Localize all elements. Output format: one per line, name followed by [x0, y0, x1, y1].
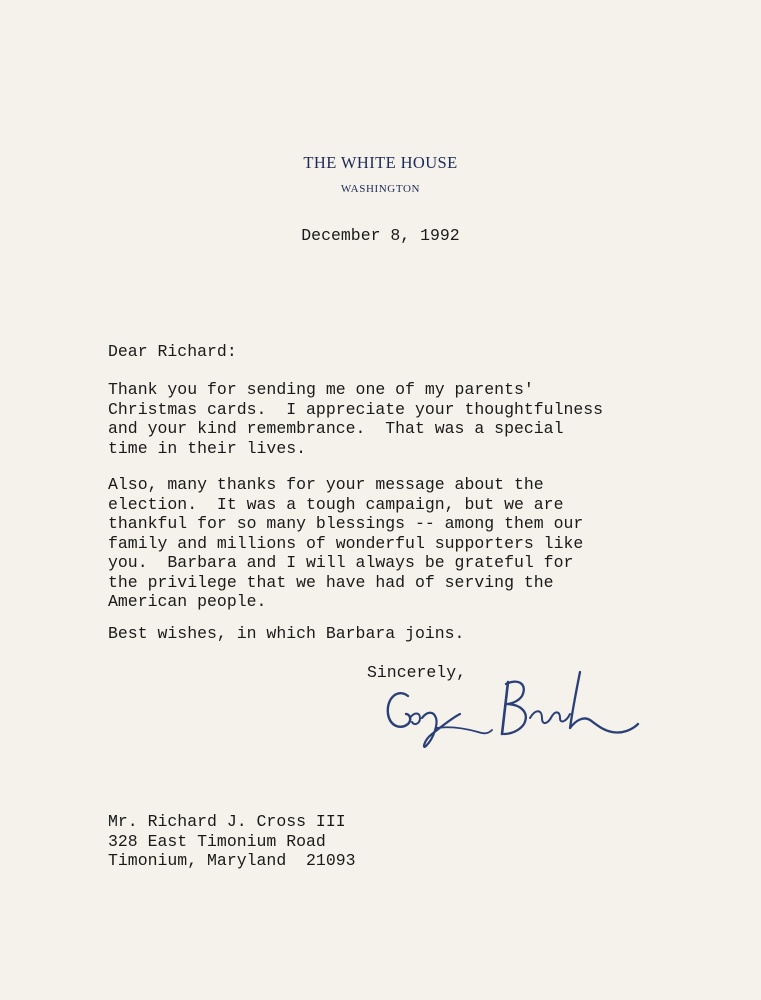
paragraph-line: family and millions of wonderful supporters like [108, 533, 584, 553]
letter-date: December 8, 1992 [301, 226, 460, 245]
address-line: Mr. Richard J. Cross III [108, 812, 346, 831]
paragraph-line: and your kind remembrance. That was a special [108, 419, 564, 438]
body-paragraph-1 [108, 380, 728, 458]
paragraph-line: time in their lives. [108, 438, 307, 458]
closing-wishes: Best wishes, in which Barbara joins. [108, 624, 465, 643]
letterhead-subtitle: WASHINGTON [340, 183, 421, 195]
address-line: 328 East Timonium Road [108, 831, 326, 851]
paragraph-line: American people. [108, 592, 267, 611]
salutation: Dear Richard: [108, 342, 237, 361]
paragraph-line: Thank you for sending me one of my parents' [108, 380, 534, 399]
body-paragraph-2 [108, 475, 728, 612]
sign-off: Sincerely, [367, 663, 467, 682]
paragraph-line: thankful for so many blessings -- among them our [108, 514, 584, 533]
paragraph-line: election. It was a tough campaign, but we are [108, 494, 564, 514]
letterhead-title: THE WHITE HOUSE [303, 153, 458, 172]
paragraph-line: you. Barbara and I will always be grateful for [108, 553, 574, 572]
recipient-address [108, 812, 356, 871]
paragraph-line: Christmas cards. I appreciate your thoughtfulness [108, 399, 604, 419]
signature-image [380, 668, 650, 758]
address-line: Timonium, Maryland 21093 [108, 851, 356, 870]
paragraph-line: the privilege that we have had of serving the [108, 572, 554, 592]
paragraph-line: Also, many thanks for your message about the [108, 475, 544, 494]
